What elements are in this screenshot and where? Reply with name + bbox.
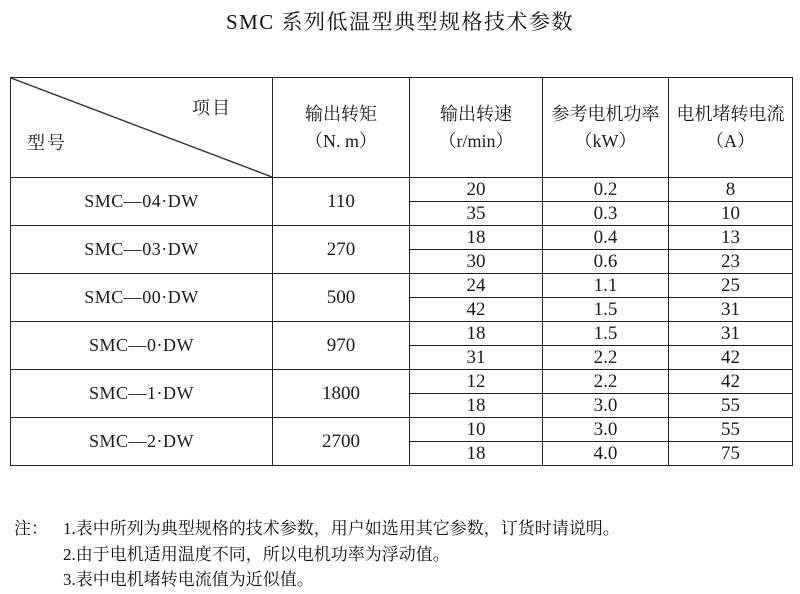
col-header-current-label: 电机堵转电流 bbox=[676, 104, 785, 125]
torque-cell: 270 bbox=[273, 226, 410, 274]
torque-cell: 1800 bbox=[273, 370, 410, 418]
current-cell: 31 bbox=[669, 322, 793, 346]
col-header-power-unit: （kW） bbox=[574, 130, 637, 151]
power-cell: 1.1 bbox=[543, 274, 669, 298]
col-header-torque bbox=[273, 78, 410, 178]
torque-cell: 2700 bbox=[273, 418, 410, 466]
speed-cell: 18 bbox=[410, 322, 543, 346]
current-cell: 23 bbox=[669, 250, 793, 274]
power-cell: 0.2 bbox=[543, 178, 669, 202]
power-cell: 0.4 bbox=[543, 226, 669, 250]
power-cell: 1.5 bbox=[543, 298, 669, 322]
speed-cell: 18 bbox=[410, 394, 543, 418]
speed-cell: 18 bbox=[410, 442, 543, 466]
col-header-power bbox=[543, 78, 669, 178]
table-row bbox=[11, 274, 793, 298]
current-cell: 31 bbox=[669, 298, 793, 322]
speed-cell: 30 bbox=[410, 250, 543, 274]
table-row bbox=[11, 370, 793, 394]
table-row bbox=[11, 178, 793, 202]
speed-cell: 42 bbox=[410, 298, 543, 322]
current-cell: 10 bbox=[669, 202, 793, 226]
torque-cell: 110 bbox=[273, 178, 410, 226]
power-cell: 3.0 bbox=[543, 394, 669, 418]
torque-cell: 500 bbox=[273, 274, 410, 322]
corner-top-label: 项目 bbox=[192, 98, 232, 118]
model-cell: SMC—03·DW bbox=[11, 226, 273, 274]
col-header-power-label: 参考电机功率 bbox=[551, 104, 660, 125]
corner-cell bbox=[11, 78, 273, 178]
current-cell: 42 bbox=[669, 346, 793, 370]
col-header-speed-unit: （r/min） bbox=[438, 130, 514, 151]
power-cell: 2.2 bbox=[543, 346, 669, 370]
col-header-current bbox=[669, 78, 793, 178]
notes-label: 注： bbox=[14, 519, 48, 538]
model-cell: SMC—04·DW bbox=[11, 178, 273, 226]
col-header-speed-label: 输出转速 bbox=[440, 104, 512, 125]
power-cell: 3.0 bbox=[543, 418, 669, 442]
notes-block bbox=[14, 516, 620, 593]
current-cell: 55 bbox=[669, 394, 793, 418]
col-header-torque-unit: （N. m） bbox=[305, 130, 377, 151]
speed-cell: 20 bbox=[410, 178, 543, 202]
speed-cell: 12 bbox=[410, 370, 543, 394]
corner-bottom-label: 型号 bbox=[27, 133, 67, 153]
power-cell: 0.3 bbox=[543, 202, 669, 226]
power-cell: 1.5 bbox=[543, 322, 669, 346]
power-cell: 0.6 bbox=[543, 250, 669, 274]
model-cell: SMC—1·DW bbox=[11, 370, 273, 418]
table-row bbox=[11, 226, 793, 250]
diagonal-divider-line bbox=[11, 78, 272, 177]
current-cell: 75 bbox=[669, 442, 793, 466]
current-cell: 55 bbox=[669, 418, 793, 442]
speed-cell: 10 bbox=[410, 418, 543, 442]
note-item: 3.表中电机堵转电流值为近似值。 bbox=[63, 570, 314, 589]
current-cell: 13 bbox=[669, 226, 793, 250]
note-item: 1.表中所列为典型规格的技术参数，用户如选用其它参数，订货时请说明。 bbox=[63, 519, 620, 538]
model-cell: SMC—0·DW bbox=[11, 322, 273, 370]
col-header-speed bbox=[410, 78, 543, 178]
spec-table bbox=[10, 77, 793, 466]
header-row bbox=[11, 78, 793, 178]
speed-cell: 31 bbox=[410, 346, 543, 370]
current-cell: 25 bbox=[669, 274, 793, 298]
power-cell: 4.0 bbox=[543, 442, 669, 466]
power-cell: 2.2 bbox=[543, 370, 669, 394]
col-header-current-unit: （A） bbox=[706, 130, 755, 151]
current-cell: 42 bbox=[669, 370, 793, 394]
note-item: 2.由于电机适用温度不同，所以电机功率为浮动值。 bbox=[63, 544, 450, 564]
table-row bbox=[11, 418, 793, 442]
model-cell: SMC—00·DW bbox=[11, 274, 273, 322]
model-cell: SMC—2·DW bbox=[11, 418, 273, 466]
speed-cell: 35 bbox=[410, 202, 543, 226]
torque-cell: 970 bbox=[273, 322, 410, 370]
current-cell: 8 bbox=[669, 178, 793, 202]
speed-cell: 24 bbox=[410, 274, 543, 298]
col-header-torque-label: 输出转矩 bbox=[305, 104, 377, 125]
page-title: SMC 系列低温型典型规格技术参数 bbox=[225, 10, 575, 34]
notes-list bbox=[63, 516, 620, 593]
speed-cell: 18 bbox=[410, 226, 543, 250]
table-row bbox=[11, 322, 793, 346]
